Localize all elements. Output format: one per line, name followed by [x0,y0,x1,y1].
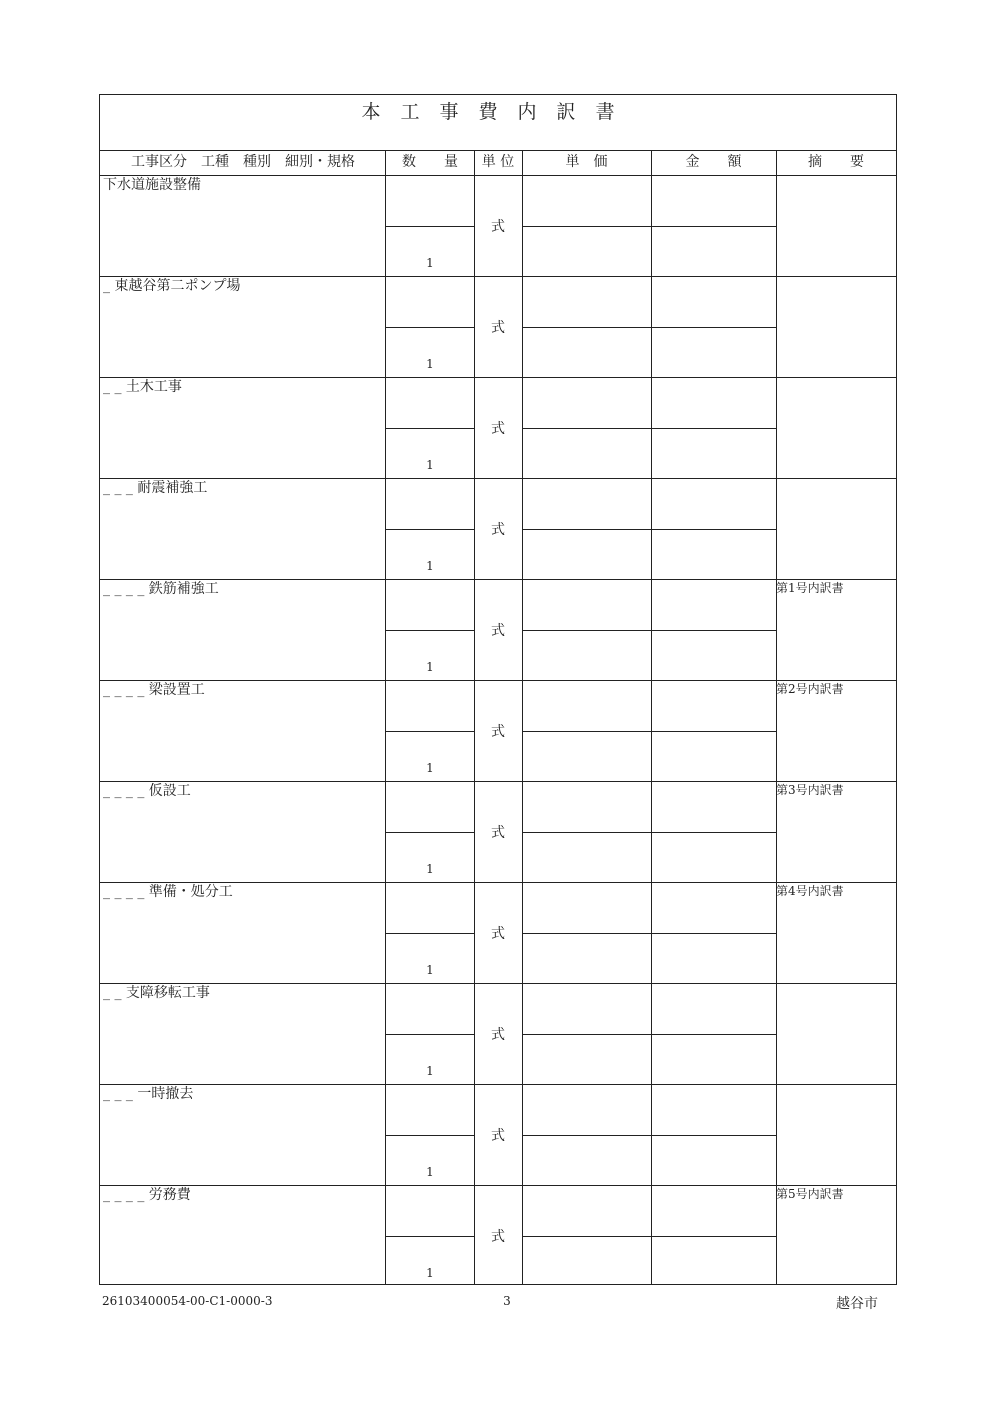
header-item: 工事区分 工種 種別 細別・規格 [131,154,355,170]
unit-value: 式 [491,1128,505,1144]
quantity-value: 1 [426,1266,434,1280]
price-divider [523,832,776,833]
item-name: _ _ _ 一時撤去 [103,1086,194,1102]
document-code: 26103400054-00-C1-0000-3 [102,1294,273,1308]
quantity-divider [386,832,474,833]
remark-text: 第4号内訳書 [776,884,844,898]
header-unit-price: 単 価 [565,154,608,170]
quantity-divider [386,731,474,732]
quantity-value: 1 [426,559,434,573]
table-row [100,378,896,479]
unit-value: 式 [491,522,505,538]
unit-value: 式 [491,219,505,235]
item-name: _ _ 土木工事 [103,379,182,395]
quantity-divider [386,529,474,530]
estimate-sheet [99,94,897,1285]
quantity-value: 1 [426,357,434,371]
unit-value: 式 [491,1229,505,1245]
unit-value: 式 [491,926,505,942]
quantity-divider [386,1034,474,1035]
item-name: 下水道施設整備 [103,177,201,193]
quantity-value: 1 [426,256,434,270]
item-name: _ _ _ _ 準備・処分工 [103,884,233,900]
document-title: 本工事費内訳書 [100,95,896,151]
quantity-divider [386,933,474,934]
item-name: _ _ _ 耐震補強工 [103,480,208,496]
header-remarks: 摘 要 [808,154,864,170]
table-row [100,681,896,782]
price-divider [523,731,776,732]
quantity-value: 1 [426,1064,434,1078]
remark-text: 第2号内訳書 [776,682,844,696]
quantity-divider [386,1236,474,1237]
city-name: 越谷市 [836,1296,878,1312]
item-name: _ _ _ _ 鉄筋補強工 [103,581,219,597]
quantity-divider [386,428,474,429]
remark-text: 第1号内訳書 [776,581,844,595]
price-divider [523,1236,776,1237]
unit-value: 式 [491,724,505,740]
quantity-value: 1 [426,458,434,472]
price-divider [523,630,776,631]
unit-value: 式 [491,1027,505,1043]
quantity-divider [386,630,474,631]
quantity-divider [386,226,474,227]
quantity-value: 1 [426,761,434,775]
price-divider [523,529,776,530]
price-divider [523,327,776,328]
table-row [100,277,896,378]
table-row [100,1085,896,1186]
price-divider [523,226,776,227]
item-name: _ _ _ _ 仮設工 [103,783,191,799]
item-name: _ _ 支障移転工事 [103,985,210,1001]
remark-text: 第3号内訳書 [776,783,844,797]
quantity-value: 1 [426,1165,434,1179]
quantity-value: 1 [426,862,434,876]
table-row [100,782,896,883]
remark-text: 第5号内訳書 [776,1187,844,1201]
item-name: _ _ _ _ 梁設置工 [103,682,205,698]
unit-value: 式 [491,320,505,336]
header-unit: 単 位 [481,154,515,170]
header-quantity: 数 量 [402,154,458,170]
price-divider [523,933,776,934]
table-row [100,580,896,681]
quantity-value: 1 [426,963,434,977]
unit-value: 式 [491,825,505,841]
unit-value: 式 [491,623,505,639]
price-divider [523,1034,776,1035]
price-divider [523,1135,776,1136]
table-row [100,883,896,984]
table-row [100,984,896,1085]
page-number: 3 [503,1294,511,1308]
header-amount: 金 額 [685,154,742,170]
item-name: _ 東越谷第二ポンプ場 [103,278,241,294]
item-name: _ _ _ _ 労務費 [103,1187,191,1203]
quantity-value: 1 [426,660,434,674]
quantity-divider [386,1135,474,1136]
unit-value: 式 [491,421,505,437]
quantity-divider [386,327,474,328]
table-row [100,479,896,580]
price-divider [523,428,776,429]
table-row [100,1186,896,1287]
table-row [100,176,896,277]
